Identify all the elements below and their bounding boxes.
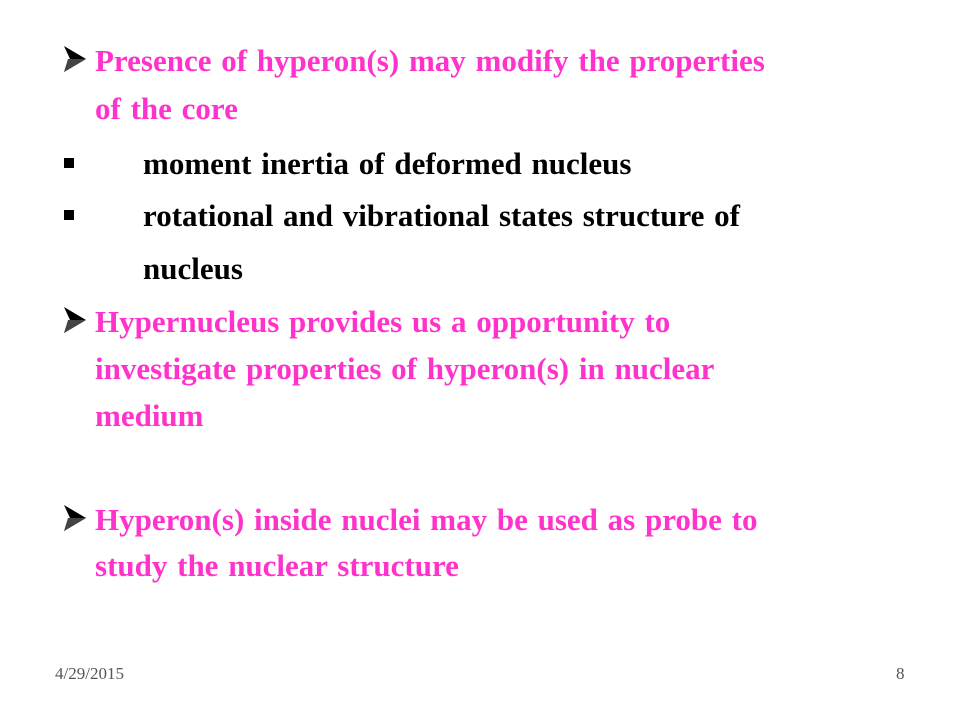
bullet-3-line-1: Hyperon(s) inside nuclei may be used as probe to <box>95 502 758 537</box>
subbullet-1-line-1: moment inertia of deformed nucleus <box>143 146 632 181</box>
arrow-bullet-icon <box>62 503 88 533</box>
subbullet-2-line-2: nucleus <box>143 251 243 286</box>
bullet-1-line-1: Presence of hyperon(s) may modify the properties <box>95 43 765 78</box>
arrow-bullet-icon <box>62 305 88 335</box>
footer-date: 4/29/2015 <box>55 664 124 683</box>
square-bullet-icon <box>64 210 74 220</box>
arrow-bullet-icon <box>62 44 88 74</box>
subbullet-2-line-1: rotational and vibrational states structure of <box>143 198 740 233</box>
page-number: 8 <box>896 664 905 683</box>
bullet-2-line-3: medium <box>95 398 204 433</box>
bullet-3-line-2: study the nuclear structure <box>95 548 459 583</box>
bullet-2-line-2: investigate properties of hyperon(s) in nuclear <box>95 351 715 386</box>
square-bullet-icon <box>64 158 74 168</box>
bullet-2-line-1: Hypernucleus provides us a opportunity to <box>95 304 671 339</box>
bullet-1-line-2: of the core <box>95 91 238 126</box>
